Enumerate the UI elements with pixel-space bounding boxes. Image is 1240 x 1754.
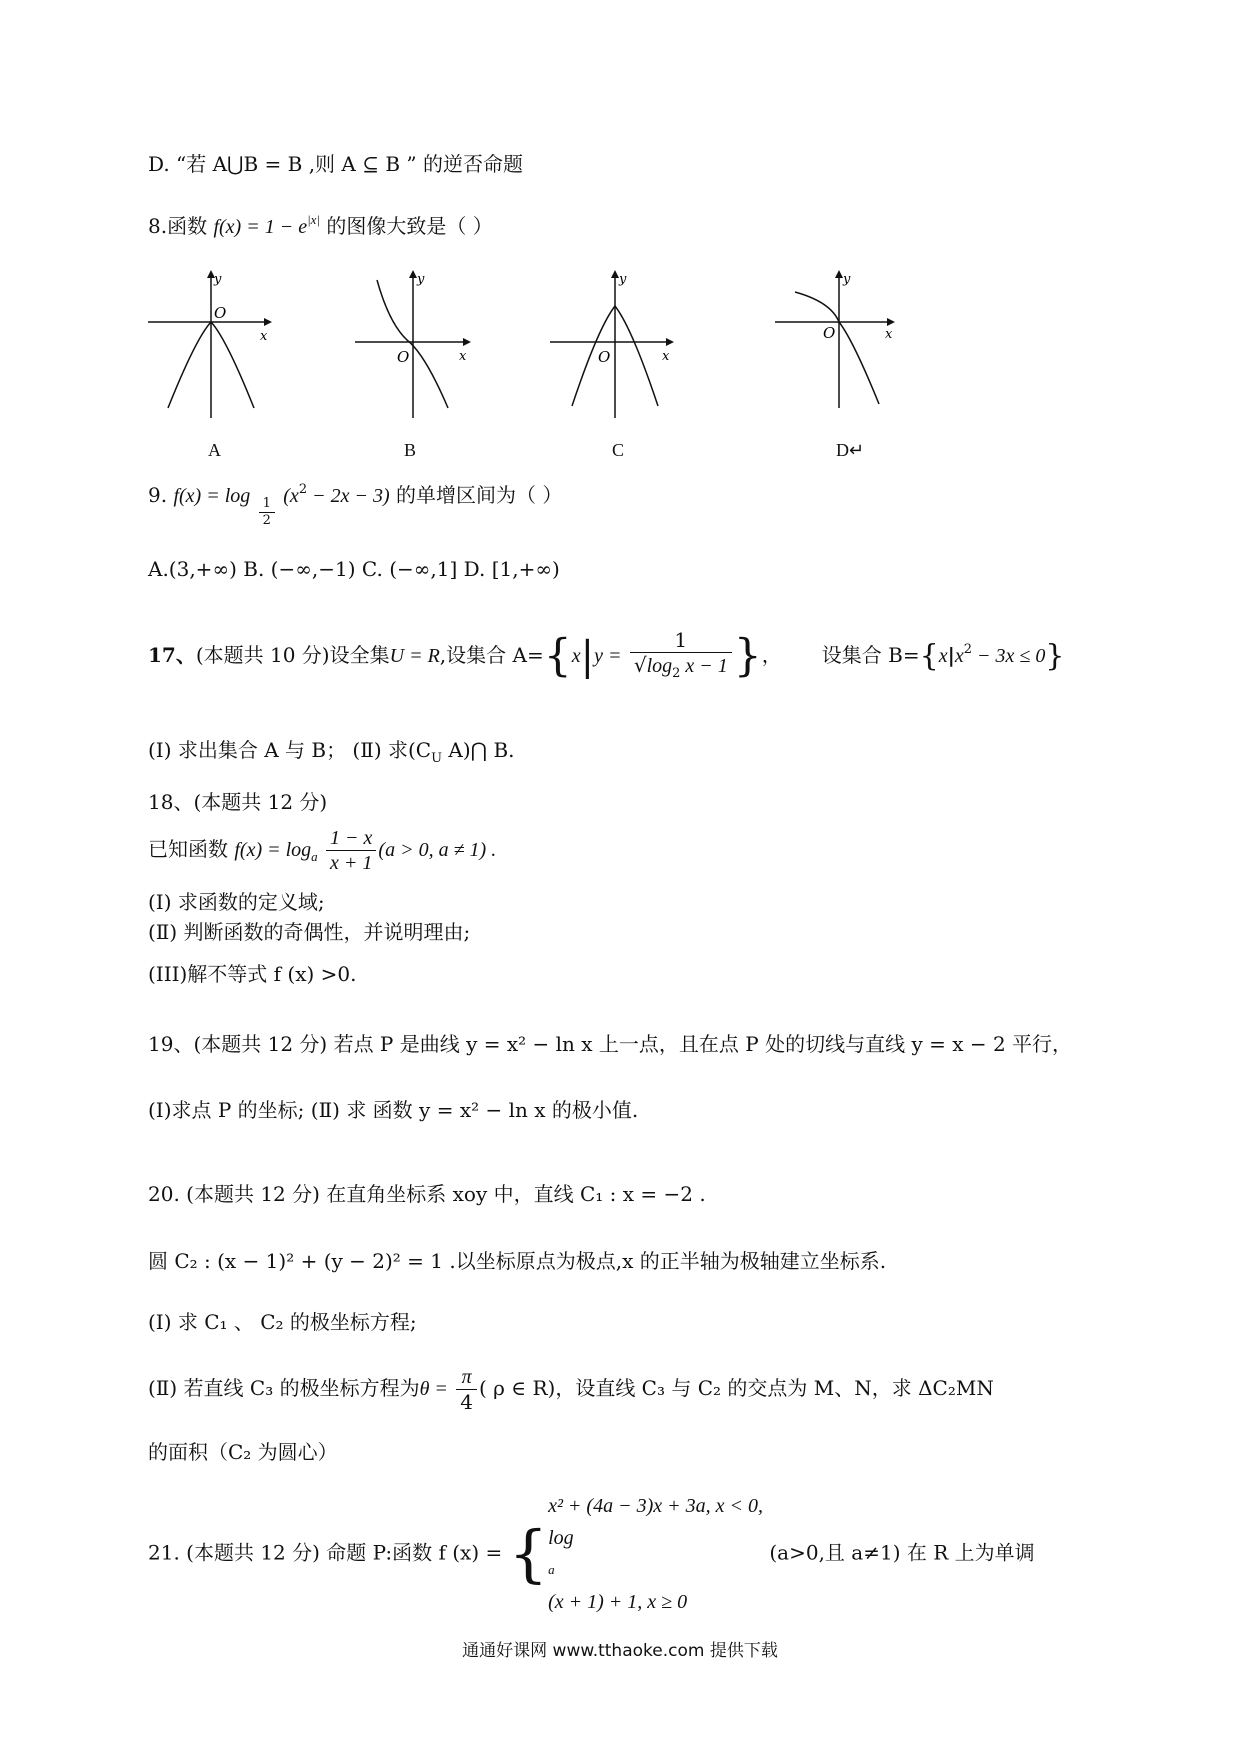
q20-four: 4 bbox=[460, 1390, 474, 1414]
q21-case2: log bbox=[548, 1527, 574, 1549]
q17-parts-rest: A)⋂ B. bbox=[442, 738, 515, 762]
graph-b-label: B bbox=[404, 440, 417, 460]
graph-a bbox=[148, 268, 283, 418]
graph-d bbox=[775, 268, 910, 418]
q20-line1 bbox=[148, 1180, 706, 1208]
q17-universal: U = R bbox=[389, 645, 440, 667]
q8-formula: f(x) = 1 − e bbox=[213, 216, 308, 238]
graph-d-origin: O bbox=[823, 324, 836, 342]
q17-stem: 17、(本题共 10 分)设全集U = R,设集合 A={x|y = $\frac{1}{√\log_2 x - 1}$ }， 设集合 $B=\{x|x^2 - 3x \le 0\}$ bbox=[148, 620, 1064, 687]
q18-part3-text: (III)解不等式 f (x) >0. bbox=[148, 962, 357, 986]
q21-cases bbox=[548, 1490, 763, 1618]
q18-base: a bbox=[311, 849, 318, 864]
q9-stem: 9. f(x) = log $\frac{1}{2}$ $(x^2 - 2x - 3)$ 的单增区间为（ ） bbox=[148, 482, 563, 528]
graph-c-y-label: y bbox=[619, 272, 627, 287]
q17-parts-text: (Ⅰ) 求出集合 A 与 B； (Ⅱ) 求(C bbox=[148, 738, 432, 762]
q17-setb-cond2: − 3x ≤ 0 bbox=[972, 645, 1046, 667]
q17-setb-x: x bbox=[938, 645, 948, 667]
q17-setb-intro: 设集合 B= bbox=[821, 643, 920, 667]
q8-prefix: 8.函数 bbox=[148, 214, 208, 238]
q17-parts-sub: U bbox=[431, 751, 443, 766]
q20-pi: π bbox=[456, 1365, 477, 1390]
q17-setb-cond: x bbox=[954, 645, 964, 667]
q21-case2-sub: a bbox=[548, 1562, 555, 1577]
graph-d-y-arrow bbox=[835, 270, 843, 278]
graph-d-x-arrow bbox=[887, 318, 895, 326]
q18-part2 bbox=[148, 918, 470, 946]
q9-options-text: A.(3,+∞) B. (−∞,−1) C. (−∞,1] D. [1,+∞) bbox=[148, 557, 560, 581]
q8-suffix: 的图像大致是（ ） bbox=[326, 214, 493, 238]
q9-fx: f(x) = log bbox=[173, 485, 251, 507]
q19-line2-text: (I)求点 P 的坐标; (Ⅱ) 求 函数 y = x² − ln x 的极小值. bbox=[148, 1098, 639, 1122]
q20-theta: θ = bbox=[419, 1378, 448, 1400]
graph-d-curve bbox=[795, 292, 879, 404]
q18-part2-text: (Ⅱ) 判断函数的奇偶性，并说明理由; bbox=[148, 920, 471, 944]
q20-pi-fraction bbox=[456, 1365, 477, 1414]
q21-prefix: 21. (本题共 12 分) 命题 P:函数 f (x) = bbox=[148, 1540, 503, 1565]
q9-suffix: 的单增区间为（ ） bbox=[395, 483, 563, 507]
q17-seta-fraction: $\frac{1}{√\log_2 x - 1}$ bbox=[630, 628, 732, 686]
graph-c-label: C bbox=[612, 440, 625, 460]
graph-a-label: A bbox=[208, 440, 221, 460]
q19-line1-text: 19、(本题共 12 分) 若点 P 是曲线 y = x² − ln x 上一点，且在点 P 处的切线与直线 y = x − 2 平行， bbox=[148, 1032, 1073, 1056]
graph-d-y-label: y bbox=[843, 272, 851, 287]
q20-line5 bbox=[148, 1438, 338, 1466]
q18-frac-den: x + 1 bbox=[330, 852, 373, 874]
graph-d-label: D↵ bbox=[836, 440, 865, 460]
q17-frac-den-rest: x − 1 bbox=[680, 654, 728, 677]
q18-fx: f(x) = log bbox=[234, 839, 312, 861]
q18-intro: 已知函数 bbox=[148, 837, 228, 861]
q8-exponent: |x| bbox=[307, 212, 320, 227]
q21-suffix: (a>0,且 a≠1) 在 R 上为单调 bbox=[769, 1540, 1035, 1565]
q17-parts bbox=[148, 736, 515, 773]
q21-case2-rest: (x + 1) + 1, x ≥ 0 bbox=[548, 1591, 688, 1613]
q9-log-base bbox=[259, 496, 275, 529]
q21-case1: x² + (4a − 3)x + 3a, x < 0, bbox=[548, 1495, 763, 1517]
graph-b-origin: O bbox=[397, 348, 410, 366]
graph-c-x-arrow bbox=[666, 338, 674, 346]
q20-line3 bbox=[148, 1308, 417, 1336]
q9-arg2: − 2x − 3) bbox=[307, 485, 390, 507]
graph-b-x-arrow bbox=[463, 338, 471, 346]
q18-frac-num: 1 − x bbox=[326, 826, 376, 851]
q9-prefix: 9. bbox=[148, 483, 174, 507]
q7-option-d bbox=[148, 150, 523, 178]
q7-option-d-text: D. “若 A⋃B = B ,则 A ⊆ B ” 的逆否命题 bbox=[148, 152, 523, 176]
q17-frac-num: 1 bbox=[630, 628, 732, 653]
q8-stem bbox=[148, 206, 493, 241]
graph-c-x-label: x bbox=[662, 349, 670, 364]
q18-title-text: 18、(本题共 12 分) bbox=[148, 790, 328, 814]
graph-a-x-label: x bbox=[260, 329, 268, 344]
q20-line4 bbox=[148, 1360, 994, 1417]
graph-c bbox=[550, 268, 685, 418]
graph-a-origin: O bbox=[214, 304, 227, 322]
q19-line1 bbox=[148, 1030, 1072, 1058]
q20-line4a: (Ⅱ) 若直线 C₃ 的极坐标方程为 bbox=[148, 1376, 420, 1400]
q18-part1-text: (Ⅰ) 求函数的定义域; bbox=[148, 890, 325, 914]
q21-stem: 21. (本题共 12 分) 命题 P:函数 f (x) = { x² + (4a − 3)x + 3a, x < 0, log a (x + 1) + 1, x ≥ 0 (a>0,且 a≠1) 在 R 上为单调 bbox=[148, 1490, 1035, 1618]
q20-line1-text: 20. (本题共 12 分) 在直角坐标系 xoy 中，直线 C₁ : x = −2 . bbox=[148, 1182, 706, 1206]
q18-title bbox=[148, 788, 327, 816]
q18-part3 bbox=[148, 960, 357, 988]
q9-options bbox=[148, 555, 560, 583]
q17-frac-den-sub: 2 bbox=[672, 665, 681, 681]
q20-line2-text: 圆 C₂ : (x − 1)² + (y − 2)² = 1 .以坐标原点为极点,x 的正半轴为极轴建立坐标系. bbox=[148, 1249, 887, 1273]
q17-seta-intro: ,设集合 A= bbox=[439, 643, 544, 667]
graph-b bbox=[355, 268, 480, 418]
q17-frac-den: log bbox=[646, 654, 673, 677]
graph-b-y-arrow bbox=[409, 270, 417, 278]
q20-line5-text: 的面积（C₂ 为圆心） bbox=[148, 1440, 338, 1464]
q17-intro: (本题共 10 分)设全集 bbox=[195, 643, 390, 667]
graph-b-x-label: x bbox=[459, 349, 467, 364]
page-footer: 通通好课网 www.tthaoke.com 提供下载 bbox=[462, 1641, 778, 1661]
q17-seta-y: y = bbox=[594, 645, 622, 667]
q20-line3-text: (Ⅰ) 求 C₁ 、 C₂ 的极坐标方程; bbox=[148, 1310, 417, 1334]
q9-arg: (x bbox=[283, 485, 299, 507]
q18-cond: (a > 0, a ≠ 1) . bbox=[378, 839, 497, 861]
q9-base-den: 2 bbox=[262, 513, 271, 528]
q17-number: 17、 bbox=[148, 643, 196, 667]
q18-part1 bbox=[148, 888, 325, 916]
graph-b-y-label: y bbox=[417, 272, 425, 287]
q18-function bbox=[148, 822, 496, 884]
q20-line2 bbox=[148, 1247, 886, 1275]
q17-seta-x: x bbox=[571, 645, 581, 667]
q9-base-num: 1 bbox=[259, 496, 275, 513]
graph-d-x-label: x bbox=[885, 327, 893, 342]
q19-line2 bbox=[148, 1096, 638, 1124]
graph-a-x-arrow bbox=[264, 318, 272, 326]
graph-c-y-arrow bbox=[611, 270, 619, 278]
q18-fraction bbox=[326, 826, 376, 875]
q17-comma: ， bbox=[761, 643, 782, 667]
graph-c-origin: O bbox=[598, 348, 611, 366]
q20-line4b: ( ρ ∈ R)，设直线 C₃ 与 C₂ 的交点为 M、N，求 ΔC₂MN bbox=[479, 1376, 994, 1400]
graph-a-y-label: y bbox=[214, 272, 222, 287]
